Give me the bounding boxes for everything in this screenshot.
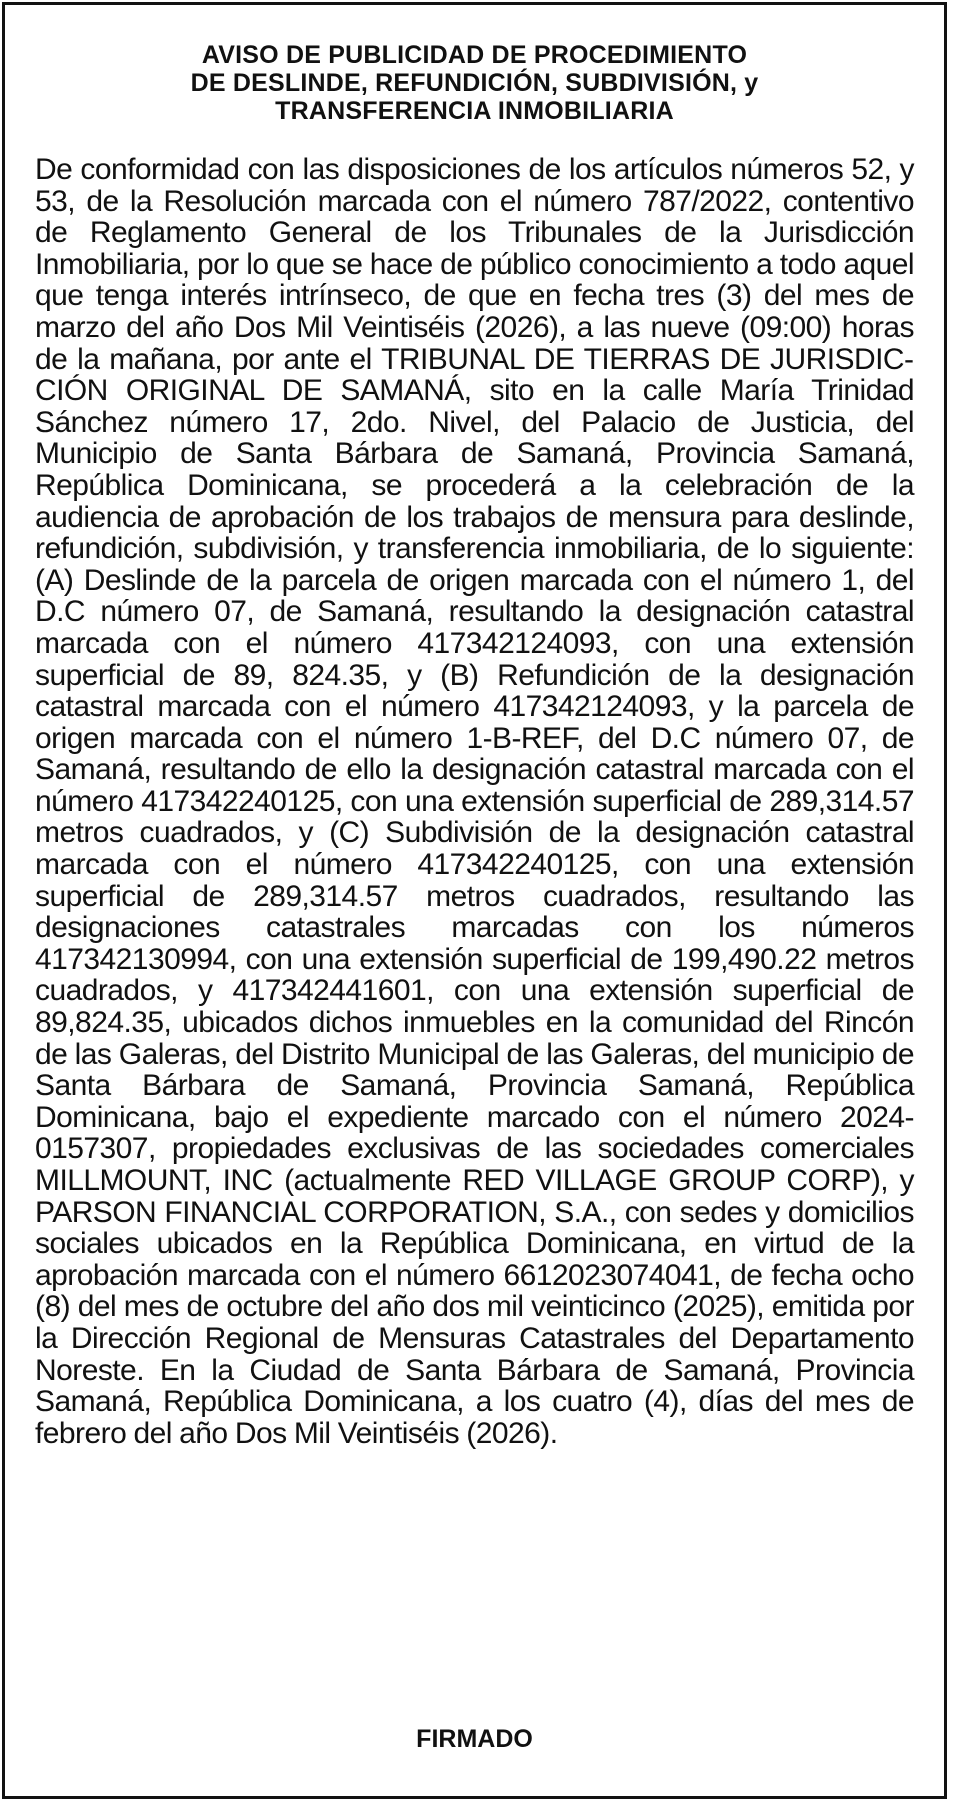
signature-label: FIRMADO — [416, 1725, 533, 1753]
notice-title — [45, 41, 904, 125]
notice-frame — [2, 2, 947, 1799]
notice-title-line: TRANSFERENCIA INMOBILIARIA — [275, 97, 674, 125]
notice-title-line: AVISO DE PUBLICIDAD DE PROCEDIMIENTO — [201, 41, 748, 69]
notice-title-line: DE DESLINDE, REFUNDICIÓN, SUBDIVISIÓN, y — [190, 69, 759, 97]
notice-body: De conformidad con las disposiciones de los artículos números 52, y 53, de la Resolución marcada con el número 787/2022, contentivo de Reglamento General de los Tribunales de la Jurisdicción Inmobiliaria, por lo que se hace de público conocimiento a todo aquel que tenga interés intrínseco, de que en fecha tres (3) del mes de marzo del año Dos Mil Veintiséis (2026), a las nueve (09:00) horas de la mañana, por ante el TRIBUNAL DE TIERRAS DE JURISDICCIÓN ORIGINAL DE SAMANÁ, sito en la calle María Trinidad Sánchez número 17, 2do. Nivel, del Palacio de Justicia, del Municipio de Santa Bárbara de Samaná, Provincia Samaná, República Dominicana, se procederá a la celebración de la audiencia de aprobación de los trabajos de mensura para deslinde, refundición, subdivisión, y transferencia inmobiliaria, de lo siguiente: (A) Deslinde de la parcela de origen marcada con el número 1, del D.C número 07, de Samaná, resultando la designación catastral marcada con el número 417342124093, con una extensión superficial de 89, 824.35, y (B) Refundición de la designación catastral marcada con el número 417342124093, y la parcela de origen marcada con el número 1-B-REF, del D.C número 07, de Samaná, resultando de ello la designación catastral marcada con el número 417342240125, con una extensión superficial de 289,314.57 metros cuadrados, y (C) Subdivisión de la designación catastral marcada con el número 417342240125, con una extensión superficial de 289,314.57 metros cuadrados, resultando las designaciones catastrales marcadas con los números 417342130994, con una extensión superficial de 199,490.22 metros cuadrados, y 417342441601, con una extensión superficial de 89,824.35, ubicados dichos inmuebles en la comunidad del Rincón de las Galeras, del Distrito Municipal de las Galeras, del municipio de Santa Bárbara de Samaná, Provincia Samaná, República Dominicana, bajo el expediente marcado con el número 2024-0157307, propiedades exclusivas de las sociedades comerciales MILLMOUNT, INC (actualmente RED VILLAGE GROUP CORP), y PARSON FINANCIAL CORPORATION, S.A., con sedes y domicilios sociales ubicados en la República Dominicana, en virtud de la aprobación marcada con el número 6612023074041, de fecha ocho (8) del mes de octubre del año dos mil veinticinco (2025), emitida por la Dirección Regional de Mensuras Catastrales del Departamento Noreste. En la Ciudad de Santa Bárbara de Samaná, Provincia Samaná, República Dominicana, a los cuatro (4), días del mes de febrero del año Dos Mil Veintiséis (2026). — [35, 153, 914, 1450]
